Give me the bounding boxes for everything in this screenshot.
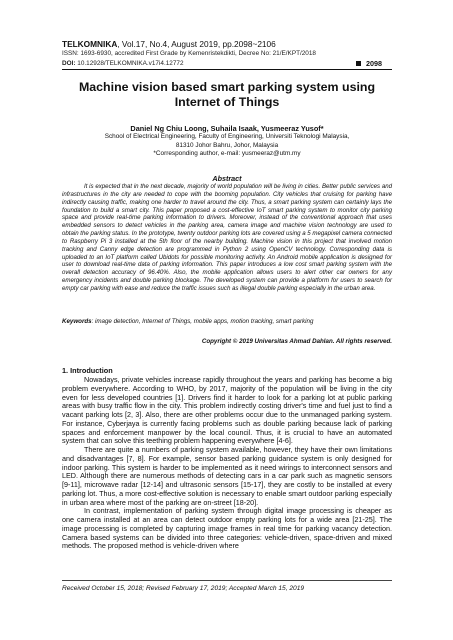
paragraph: In contrast, implementation of parking system through digital image processing is cheaper as one camera installed at an area can detect outdoor empty parking lots for a wide area [21-25]. The image processing is completed by capturing image frames in real time for parking vacancy detection. Camera based systems can be divided into three categories: vehicle-driven, space-driven and mixed methods. The proposed method is vehicle-driven where	[62, 506, 392, 551]
journal-header	[62, 40, 392, 68]
footer-rule	[62, 580, 392, 581]
received-dates: Received October 15, 2018; Revised February 17, 2019; Accepted March 15, 2019	[62, 585, 305, 592]
keywords-label: Keywords	[62, 318, 92, 325]
abstract-text: It is expected that in the next decade, majority of world population will be living in cities. Better public services and infrastructures in the city are needed to cope with the booming population. City vehicles that cruising for parking have indirectly causing traffic, making one harder to travel around the city. Thus, a smart parking system can certainly lays the foundation to build a smart city. This paper proposed a cost-effective IoT smart parking system to monitor city parking space and provide real-time parking information to drivers. Moreover, instead of the conventional approach that uses embedded sensors to detect vehicles in the parking area, camera image and machine vision technology are used to obtain the parking status. In the prototype, twenty outdoor parking lots are covered using a 5 megapixel camera connected to Raspberry Pi 3 installed at the 5th floor of the nearby building. Machine vision in this project that involved motion tracking and Canny edge detection are programmed in Python 2 using OpenCV technology. Corresponding data is uploaded to an IoT platform called Ubidots for possible monitoring activity. An Android mobile application is designed for user to download real-time data of parking information. This paper introduces a low cost smart parking system with the overall detection accuracy of 96.40%. Also, the mobile application allows users to alert other car owners for any emergency incidents and double parking blockage. The developed system can provide a platform for users to search for empty car parking with ease and reduce the traffic issues such as illegal double parking especially in the urban area.	[62, 183, 392, 292]
affiliation-block	[62, 133, 392, 159]
doi-value: 10.12928/TELKOMNIKA.v17i4.12772	[75, 59, 184, 67]
keywords	[62, 318, 392, 325]
journal-volume: , Vol.17, No.4, August 2019, pp.2098~2106	[117, 39, 276, 49]
header-rule	[62, 69, 392, 70]
section-heading: 1. Introduction	[62, 366, 113, 375]
paper-title: Machine vision based smart parking system using Internet of Things	[78, 80, 376, 109]
doi-label: DOI:	[62, 59, 76, 67]
journal-doi	[62, 59, 392, 68]
paragraph: Nowadays, private vehicles increase rapidly throughout the years and parking has become a big problem everywhere. According to WHO, by 2017, majority of the population will be living in the city even for less developed countries [1]. Drivers find it harder to look for a parking lot at public parking areas with busy traffic flow in the city. This problem indirectly costing driver's time and fuel just to find a vacant parking lots [2, 3]. Also, there are other problems occur due to the unmanaged parking system. For instance, Cyberjaya is currently facing problems such as double parking because lack of parking spaces and enforcement manpower by the local council. Thus, it is crucial to have an automated system that can solve this teething problem happening everywhere [4-6].	[62, 375, 392, 446]
section-body	[62, 376, 392, 551]
journal-name: TELKOMNIKA	[62, 39, 118, 49]
keywords-list: : image detection, Internet of Things, mobile apps, motion tracking, smart parking	[91, 318, 314, 325]
journal-citation	[62, 40, 392, 49]
page-number	[356, 59, 382, 68]
paper-authors: Daniel Ng Chiu Loong, Suhaila Isaak, Yusmeeraz Yusof*	[130, 124, 324, 133]
paragraph: There are quite a numbers of parking system available, however, they have their own limitations and disadvantages [7, 8]. For example, sensor based parking guidance system is only designed for indoor parking. This system is harder to be implemented as it need wirings to interconnect sensors and LED. Although there are numerous methods of detecting cars in a car park such as magnetic sensors [9-11], microwave radar [12-14] and ultrasonic sensors [15-17], they are costly to be installed at every parking lot. Thus, a more cost-effective solution is necessary to enable smart outdoor parking especially in urban area where most of the parking are on-street [18-20].	[62, 445, 392, 507]
copyright-notice: Copyright © 2019 Universitas Ahmad Dahlan. All rights reserved.	[201, 338, 392, 345]
affiliation-line: School of Electrical Engineering, Faculty of Engineering, Universiti Teknologi Malaysia,	[104, 133, 350, 140]
affiliation-address: 81310 Johor Bahru, Johor, Malaysia	[175, 141, 279, 149]
abstract-heading: Abstract	[212, 174, 242, 183]
page-number-value: 2098	[366, 59, 382, 68]
square-bullet-icon	[356, 61, 361, 66]
corresponding-author: *Corresponding author, e-mail: yusmeeraz@utm.my	[153, 150, 301, 158]
journal-issn: ISSN: 1693-6930, accredited First Grade by Kemenristekdikti, Decree No: 21/E/KPT/2018	[62, 50, 316, 58]
